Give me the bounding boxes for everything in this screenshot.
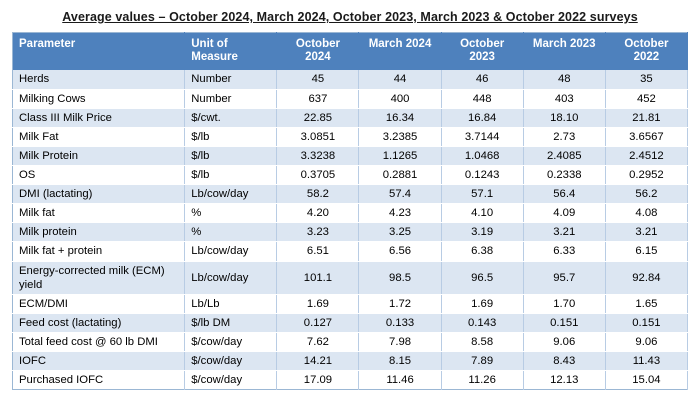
cell-october-2024: 3.0851 bbox=[277, 127, 359, 146]
cell-parameter: Herds bbox=[13, 70, 185, 89]
table-body bbox=[13, 70, 688, 389]
cell-parameter: ECM/DMI bbox=[13, 294, 185, 313]
cell-march-2023: 48 bbox=[523, 70, 605, 89]
cell-october-2024: 45 bbox=[277, 70, 359, 89]
table-row bbox=[13, 242, 688, 261]
cell-parameter: Milk Fat bbox=[13, 127, 185, 146]
cell-unit: $/lb bbox=[185, 127, 277, 146]
cell-unit: $/lb bbox=[185, 146, 277, 165]
cell-march-2023: 1.70 bbox=[523, 294, 605, 313]
cell-march-2023: 2.4085 bbox=[523, 146, 605, 165]
cell-unit: $/lb bbox=[185, 165, 277, 184]
cell-unit: Number bbox=[185, 89, 277, 108]
cell-october-2023: 7.89 bbox=[441, 352, 523, 371]
cell-october-2023: 0.143 bbox=[441, 313, 523, 332]
table-row bbox=[13, 223, 688, 242]
cell-march-2024: 98.5 bbox=[359, 261, 441, 294]
table-row bbox=[13, 89, 688, 108]
cell-october-2024: 14.21 bbox=[277, 352, 359, 371]
cell-october-2023: 57.1 bbox=[441, 185, 523, 204]
cell-october-2024: 3.23 bbox=[277, 223, 359, 242]
cell-march-2024: 0.2881 bbox=[359, 165, 441, 184]
cell-unit: Lb/cow/day bbox=[185, 242, 277, 261]
cell-unit: Lb/cow/day bbox=[185, 261, 277, 294]
cell-unit: % bbox=[185, 204, 277, 223]
table-row bbox=[13, 165, 688, 184]
cell-unit: $/lb DM bbox=[185, 313, 277, 332]
cell-unit: $/cwt. bbox=[185, 108, 277, 127]
cell-unit: $/cow/day bbox=[185, 332, 277, 351]
cell-march-2024: 6.56 bbox=[359, 242, 441, 261]
cell-march-2024: 57.4 bbox=[359, 185, 441, 204]
cell-october-2023: 1.0468 bbox=[441, 146, 523, 165]
cell-march-2024: 4.23 bbox=[359, 204, 441, 223]
cell-march-2023: 12.13 bbox=[523, 371, 605, 390]
cell-parameter: Milk Protein bbox=[13, 146, 185, 165]
cell-unit: Lb/cow/day bbox=[185, 185, 277, 204]
cell-unit: Number bbox=[185, 70, 277, 89]
column-header-march-2023: March 2023 bbox=[523, 33, 605, 71]
table-row bbox=[13, 185, 688, 204]
cell-october-2023: 6.38 bbox=[441, 242, 523, 261]
cell-march-2024: 11.46 bbox=[359, 371, 441, 390]
table-row bbox=[13, 204, 688, 223]
table-row bbox=[13, 108, 688, 127]
table-container bbox=[0, 32, 700, 390]
table-header bbox=[13, 33, 688, 71]
cell-october-2024: 101.1 bbox=[277, 261, 359, 294]
cell-october-2024: 1.69 bbox=[277, 294, 359, 313]
cell-march-2023: 9.06 bbox=[523, 332, 605, 351]
cell-october-2022: 6.15 bbox=[605, 242, 687, 261]
cell-march-2024: 1.72 bbox=[359, 294, 441, 313]
cell-october-2023: 4.10 bbox=[441, 204, 523, 223]
cell-october-2022: 1.65 bbox=[605, 294, 687, 313]
cell-march-2024: 400 bbox=[359, 89, 441, 108]
cell-march-2023: 6.33 bbox=[523, 242, 605, 261]
cell-parameter: DMI (lactating) bbox=[13, 185, 185, 204]
cell-march-2024: 3.25 bbox=[359, 223, 441, 242]
survey-averages-table bbox=[12, 32, 688, 390]
cell-parameter: Milk protein bbox=[13, 223, 185, 242]
column-header-parameter: Parameter bbox=[13, 33, 185, 71]
cell-march-2023: 4.09 bbox=[523, 204, 605, 223]
cell-october-2022: 56.2 bbox=[605, 185, 687, 204]
cell-october-2023: 46 bbox=[441, 70, 523, 89]
cell-march-2024: 7.98 bbox=[359, 332, 441, 351]
table-row bbox=[13, 70, 688, 89]
cell-parameter: Milking Cows bbox=[13, 89, 185, 108]
cell-parameter: Feed cost (lactating) bbox=[13, 313, 185, 332]
cell-october-2024: 637 bbox=[277, 89, 359, 108]
cell-parameter: Milk fat + protein bbox=[13, 242, 185, 261]
cell-october-2024: 0.127 bbox=[277, 313, 359, 332]
cell-october-2022: 15.04 bbox=[605, 371, 687, 390]
cell-parameter: IOFC bbox=[13, 352, 185, 371]
cell-october-2022: 0.151 bbox=[605, 313, 687, 332]
cell-october-2024: 0.3705 bbox=[277, 165, 359, 184]
cell-march-2024: 3.2385 bbox=[359, 127, 441, 146]
cell-unit: % bbox=[185, 223, 277, 242]
cell-parameter: OS bbox=[13, 165, 185, 184]
cell-parameter: Energy-corrected milk (ECM) yield bbox=[13, 261, 185, 294]
cell-march-2023: 2.73 bbox=[523, 127, 605, 146]
cell-october-2022: 35 bbox=[605, 70, 687, 89]
column-header-unit-of-measure: Unit of Measure bbox=[185, 33, 277, 71]
cell-march-2023: 95.7 bbox=[523, 261, 605, 294]
cell-march-2024: 8.15 bbox=[359, 352, 441, 371]
cell-october-2022: 3.21 bbox=[605, 223, 687, 242]
cell-parameter: Purchased IOFC bbox=[13, 371, 185, 390]
cell-parameter: Class III Milk Price bbox=[13, 108, 185, 127]
cell-october-2023: 3.19 bbox=[441, 223, 523, 242]
cell-march-2024: 1.1265 bbox=[359, 146, 441, 165]
cell-march-2023: 403 bbox=[523, 89, 605, 108]
cell-october-2023: 8.58 bbox=[441, 332, 523, 351]
cell-october-2024: 17.09 bbox=[277, 371, 359, 390]
cell-march-2023: 0.2338 bbox=[523, 165, 605, 184]
cell-october-2023: 448 bbox=[441, 89, 523, 108]
cell-october-2022: 2.4512 bbox=[605, 146, 687, 165]
cell-unit: $/cow/day bbox=[185, 352, 277, 371]
table-row bbox=[13, 127, 688, 146]
table-header-row bbox=[13, 33, 688, 71]
table-row bbox=[13, 261, 688, 294]
table-row bbox=[13, 294, 688, 313]
cell-march-2023: 0.151 bbox=[523, 313, 605, 332]
cell-march-2023: 18.10 bbox=[523, 108, 605, 127]
cell-march-2024: 44 bbox=[359, 70, 441, 89]
column-header-march-2024: March 2024 bbox=[359, 33, 441, 71]
cell-october-2024: 58.2 bbox=[277, 185, 359, 204]
cell-march-2024: 16.34 bbox=[359, 108, 441, 127]
cell-parameter: Milk fat bbox=[13, 204, 185, 223]
cell-october-2022: 0.2952 bbox=[605, 165, 687, 184]
cell-october-2024: 7.62 bbox=[277, 332, 359, 351]
cell-october-2023: 96.5 bbox=[441, 261, 523, 294]
cell-parameter: Total feed cost @ 60 lb DMI bbox=[13, 332, 185, 351]
cell-march-2023: 56.4 bbox=[523, 185, 605, 204]
cell-unit: $/cow/day bbox=[185, 371, 277, 390]
table-row bbox=[13, 371, 688, 390]
cell-october-2023: 3.7144 bbox=[441, 127, 523, 146]
column-header-october-2022: October 2022 bbox=[605, 33, 687, 71]
cell-october-2023: 11.26 bbox=[441, 371, 523, 390]
cell-october-2022: 3.6567 bbox=[605, 127, 687, 146]
table-row bbox=[13, 313, 688, 332]
page-title: Average values – October 2024, March 2024, October 2023, March 2023 & October 2022 surveys bbox=[62, 10, 638, 24]
cell-october-2024: 3.3238 bbox=[277, 146, 359, 165]
cell-october-2023: 0.1243 bbox=[441, 165, 523, 184]
cell-october-2023: 16.84 bbox=[441, 108, 523, 127]
table-row bbox=[13, 332, 688, 351]
column-header-october-2023: October 2023 bbox=[441, 33, 523, 71]
column-header-october-2024: October 2024 bbox=[277, 33, 359, 71]
cell-march-2023: 3.21 bbox=[523, 223, 605, 242]
cell-october-2022: 21.81 bbox=[605, 108, 687, 127]
table-row bbox=[13, 352, 688, 371]
cell-october-2022: 11.43 bbox=[605, 352, 687, 371]
cell-october-2022: 452 bbox=[605, 89, 687, 108]
cell-october-2024: 6.51 bbox=[277, 242, 359, 261]
cell-october-2024: 22.85 bbox=[277, 108, 359, 127]
cell-october-2022: 9.06 bbox=[605, 332, 687, 351]
cell-october-2024: 4.20 bbox=[277, 204, 359, 223]
cell-october-2023: 1.69 bbox=[441, 294, 523, 313]
cell-unit: Lb/Lb bbox=[185, 294, 277, 313]
cell-october-2022: 92.84 bbox=[605, 261, 687, 294]
cell-march-2024: 0.133 bbox=[359, 313, 441, 332]
cell-october-2022: 4.08 bbox=[605, 204, 687, 223]
table-row bbox=[13, 146, 688, 165]
cell-march-2023: 8.43 bbox=[523, 352, 605, 371]
